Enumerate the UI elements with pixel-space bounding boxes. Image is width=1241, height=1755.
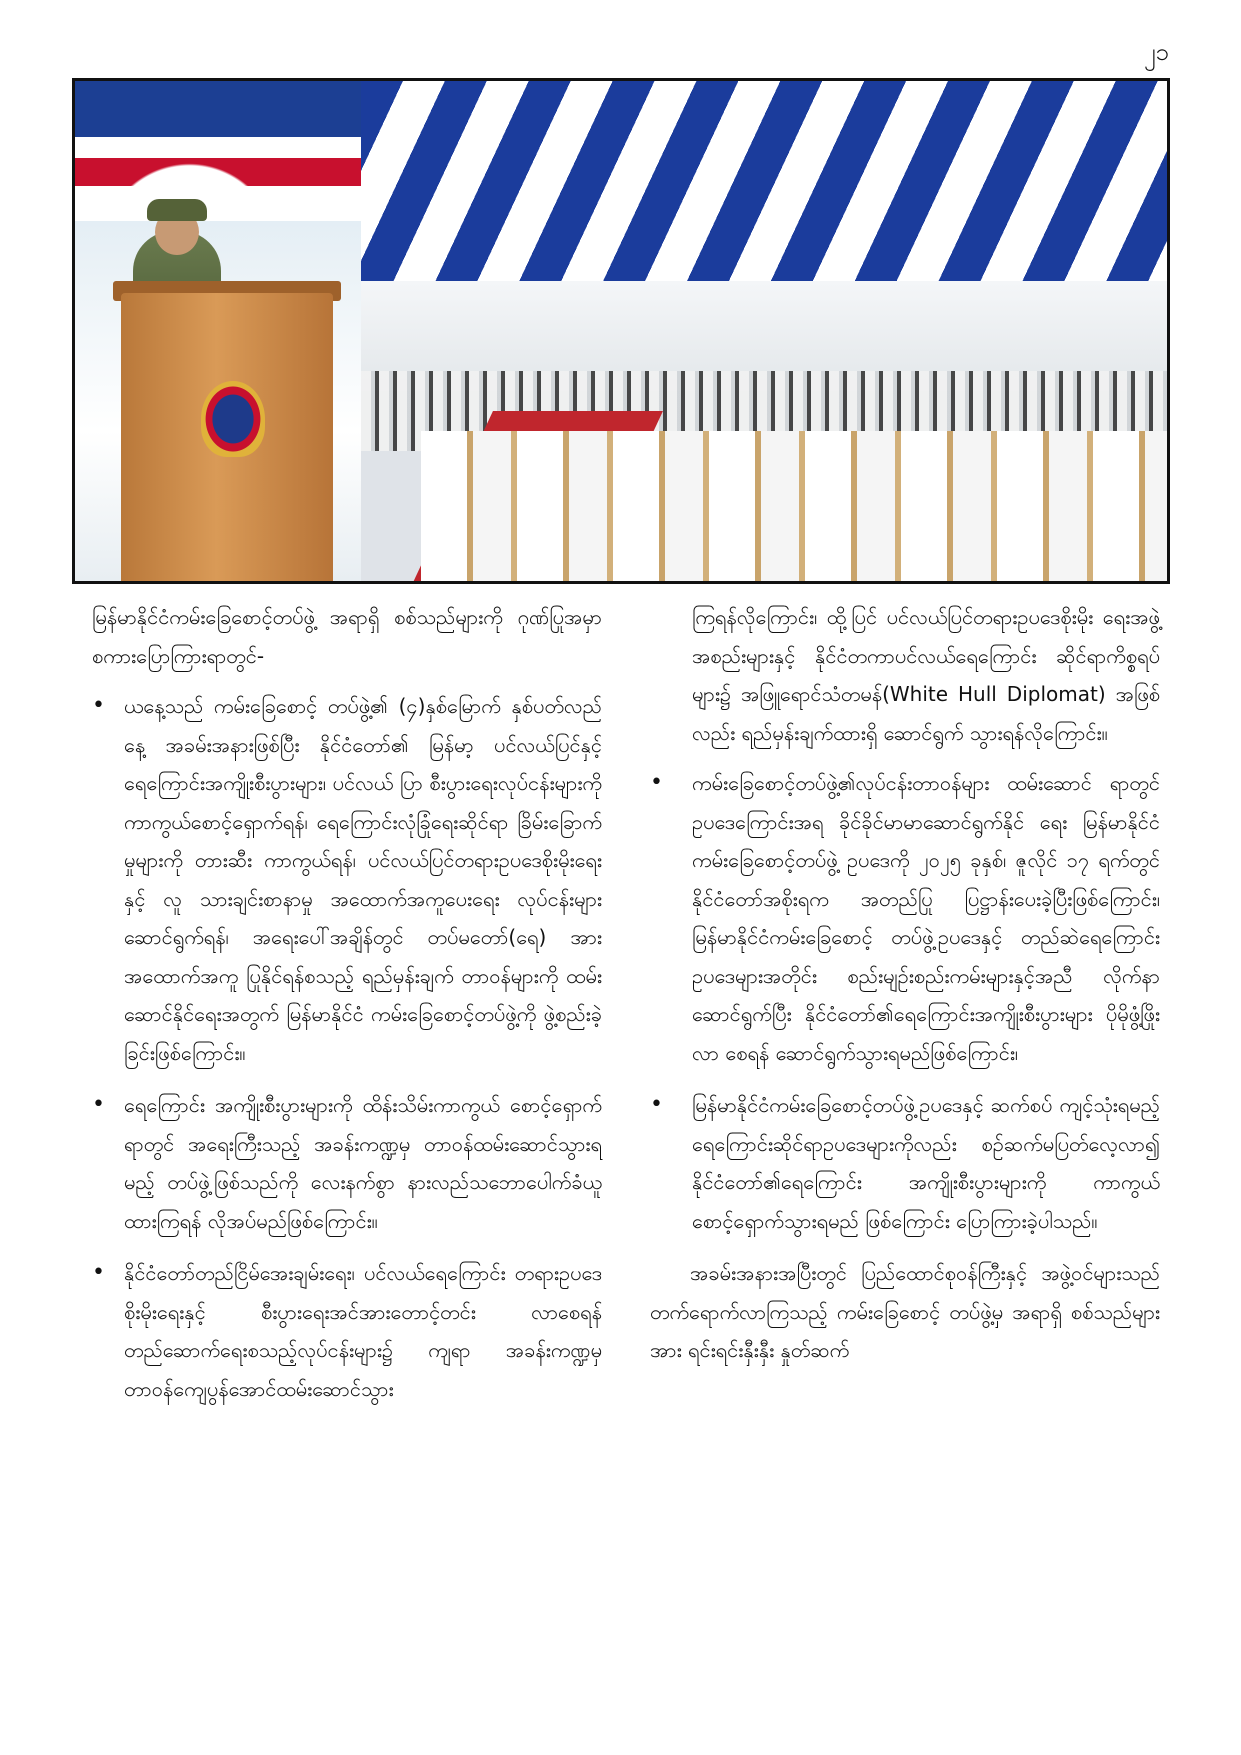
right-bullet-list [650,764,1160,1240]
continuation-paragraph: ကြရန်လိုကြောင်း၊ ထို့ပြင် ပင်လယ်ပြင်တရားဥပဒေစိုးမိုး ရေးအဖွဲ့အစည်းများနှင့် နိုင်ငံတကာပင်လယ်ရေကြောင်း ဆိုင်ရာကိစ္စရပ်များ၌ အဖြူရောင်သံတမန်(White Hull Diplomat) အဖြစ်လည်း ရည်မှန်းချက်ထားရှိ ဆောင်ရွက် သွားရန်လိုကြောင်း။ [692,605,1160,745]
bullet-dot-icon: • [650,1092,663,1117]
speaker-cap [147,199,207,221]
bullet-text: မြန်မာနိုင်ငံကမ်းခြေစောင့်တပ်ဖွဲ့ဥပဒေနှင့် ဆက်စပ် ကျင့်သုံးရမည့် ရေကြောင်းဆိုင်ရာဥပဒေများကိုလည်း စဉ်ဆက်မပြတ်လေ့လာ၍ နိုင်ငံတော်၏ရေကြောင်း အကျိုးစီးပွားများကို ကာကွယ်စောင့်ရှောက်သွားရမည် ဖြစ်ကြောင်း ပြောကြားခဲ့ပါသည်။ [692,1093,1160,1233]
list-item [650,1086,1160,1240]
bullet-text: ယနေ့သည် ကမ်းခြေစောင့် တပ်ဖွဲ့၏ (၄)နှစ်မြောက် နှစ်ပတ်လည်နေ့ အခမ်းအနားဖြစ်ပြီး နိုင်ငံတော်၏ မြန်မာ့ ပင်လယ်ပြင်နှင့် ရေကြောင်းအကျိုးစီးပွားများ၊ ပင်လယ် ပြာ စီးပွားရေးလုပ်ငန်းများကို ကာကွယ်စောင့်ရှောက်ရန်၊ ရေကြောင်းလုံခြုံရေးဆိုင်ရာ ခြိမ်းခြောက်မှုများကို တားဆီး ကာကွယ်ရန်၊ ပင်လယ်ပြင်တရားဥပဒေစိုးမိုးရေးနှင့် လူ သားချင်းစာနာမှု အထောက်အကူပေးရေး လုပ်ငန်းများ ဆောင်ရွက်ရန်၊ အရေးပေါ်အချိန်တွင် တပ်မတော်(ရေ) အား အထောက်အကူ ပြုနိုင်ရန်စသည့် ရည်မှန်းချက် တာဝန်များကို ထမ်းဆောင်နိုင်ရေးအတွက် မြန်မာနိုင်ငံ ကမ်းခြေစောင့်တပ်ဖွဲ့ကို ဖွဲ့စည်းခဲ့ခြင်းဖြစ်ကြောင်း။ [124,694,602,1065]
bullet-text: ရေကြောင်း အကျိုးစီးပွားများကို ထိန်းသိမ်းကာကွယ် စောင့်ရှောက်ရာတွင် အရေးကြီးသည့် အခန်းကဏ္ဍမှ တာဝန်ထမ်းဆောင်သွားရမည့် တပ်ဖွဲ့ဖြစ်သည်ကို လေးနက်စွာ နားလည်သဘောပေါက်ခံယူထားကြရန် လိုအပ်မည်ဖြစ်ကြောင်း။ [124,1093,602,1233]
left-column [92,598,602,1422]
bullet-text: နိုင်ငံတော်တည်ငြိမ်အေးချမ်းရေး၊ ပင်လယ်ရေကြောင်း တရားဥပဒေစိုးမိုးရေးနှင့် စီးပွားရေးအင်အားတောင့်တင်း လာစေရန် တည်ဆောက်ရေးစသည့်လုပ်ငန်းများ၌ ကျရာ အခန်းကဏ္ဍမှ တာဝန်ကျေပွန်အောင်ထမ်းဆောင်သွား [124,1261,602,1401]
list-item [650,764,1160,1072]
bullet-dot-icon: • [650,770,663,795]
event-photo [72,78,1170,584]
closing-paragraph: အခမ်းအနားအပြီးတွင် ပြည်ထောင်စုဝန်ကြီးနှင့် အဖွဲ့ဝင်များသည် တက်ရောက်လာကြသည့် ကမ်းခြေစောင့် တပ်ဖွဲ့မှ အရာရှိ စစ်သည်များအား ရင်းရင်းနှီးနှီး နှုတ်ဆက် [650,1261,1160,1362]
flag-drape [75,81,361,221]
page-number: ၂၁ [1143,38,1169,66]
audience-front-rows [421,431,1167,584]
list-item [92,1254,602,1408]
intro-paragraph: မြန်မာနိုင်ငံကမ်းခြေစောင့်တပ်ဖွဲ့ အရာရှိ စစ်သည်များကို ဂုဏ်ပြုအမှာစကားပြောကြားရာတွင်- [92,605,602,668]
speaker-photo-panel [75,81,361,581]
bullet-dot-icon: • [92,693,105,718]
bullet-text: ကမ်းခြေစောင့်တပ်ဖွဲ့၏လုပ်ငန်းတာဝန်များ ထမ်းဆောင် ရာတွင် ဥပဒေကြောင်းအရ ခိုင်ခိုင်မာမာဆောင်ရွက်နိုင် ရေး မြန်မာနိုင်ငံကမ်းခြေစောင့်တပ်ဖွဲ့ ဥပဒေကို ၂၀၂၅ ခုနှစ်၊ ဇူလိုင် ၁၇ ရက်တွင် နိုင်ငံတော်အစိုးရက အတည်ပြု ပြဋ္ဌာန်းပေးခဲ့ပြီးဖြစ်ကြောင်း၊ မြန်မာနိုင်ငံကမ်းခြေစောင့် တပ်ဖွဲ့ဥပဒေနှင့် တည်ဆဲရေကြောင်းဥပဒေများအတိုင်း စည်းမျဉ်းစည်းကမ်းများနှင့်အညီ လိုက်နာဆောင်ရွက်ပြီး နိုင်ငံတော်၏ရေကြောင်းအကျိုးစီးပွားများ ပိုမိုဖွံ့ဖြိုးလာ စေရန် ဆောင်ရွက်သွားရမည်ဖြစ်ကြောင်း၊ [692,771,1160,1065]
right-column [650,598,1160,1370]
list-item [92,1086,602,1240]
audience-photo-panel [361,81,1167,581]
bullet-dot-icon: • [92,1260,105,1285]
list-item [92,687,602,1072]
left-bullet-list [92,687,602,1408]
coast-guard-emblem-icon [201,381,265,457]
bullet-dot-icon: • [92,1092,105,1117]
